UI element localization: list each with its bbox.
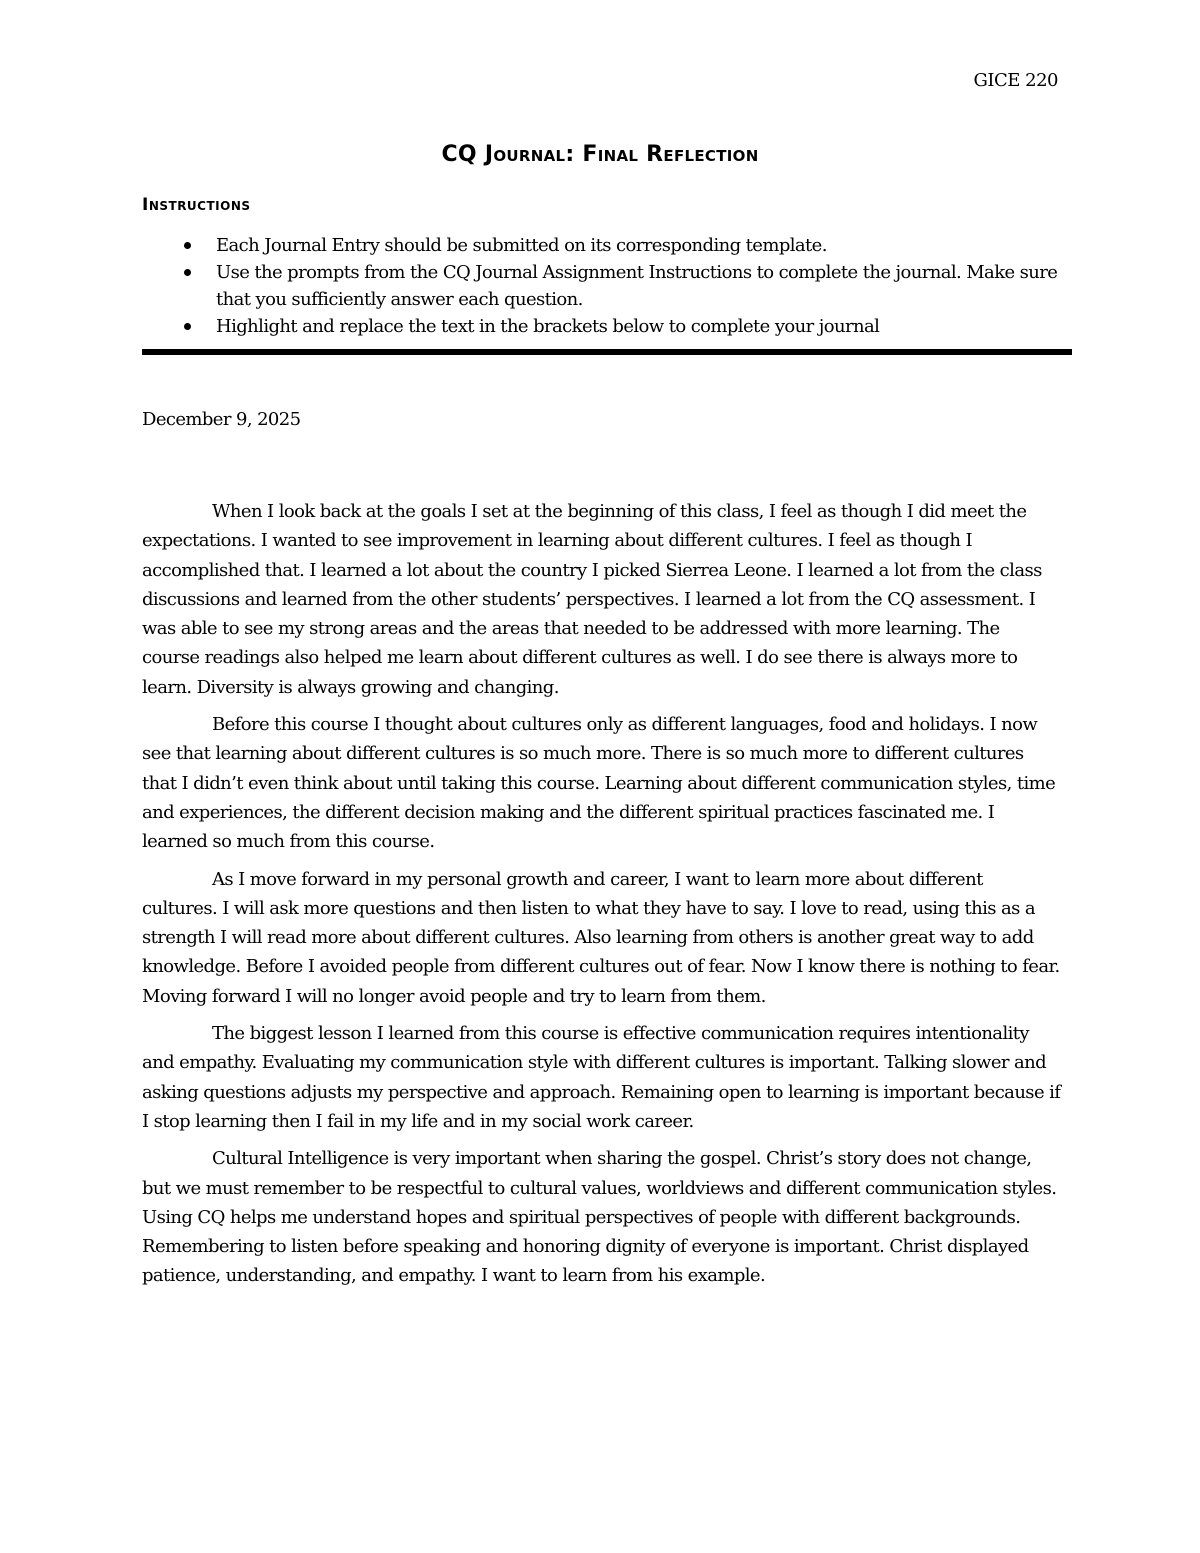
instruction-text: Highlight and replace the text in the brackets below to complete your journal (216, 316, 880, 337)
body-paragraph: Cultural Intelligence is very important when sharing the gospel. Christ’s story does not change, but we must remember to be respectful to cultural values, worldviews and different communication styles. Using CQ helps me understand hopes and spiritual perspectives of people with different backgrounds. Remembering to listen before speaking and honoring dignity of everyone is important. Christ displayed patience, understanding, and empathy. I want to learn from his example. (142, 1148, 1057, 1287)
bullet-icon (184, 323, 191, 330)
body-paragraph: As I move forward in my personal growth and career, I want to learn more about different cultures. I will ask more questions and then listen to what they have to say. I love to read, using this as a strength I will read more about different cultures. Also learning from others is another great way to add knowledge. Before I avoided people from different cultures out of fear. Now I know there is nothing to fear. Moving forward I will no longer avoid people and try to learn from them. (142, 868, 1060, 1007)
document-title: CQ Journal: Final Reflection (441, 142, 759, 167)
instruction-item (142, 313, 1062, 340)
entry-date: December 9, 2025 (142, 409, 301, 430)
course-code: GICE 220 (973, 70, 1058, 91)
instruction-text: Each Journal Entry should be submitted on its corresponding template. (216, 235, 827, 256)
instruction-item (142, 232, 1062, 259)
body-paragraph: The biggest lesson I learned from this course is effective communication requires intentionality and empathy. Evaluating my communication style with different cultures is important. Talking slower and asking questions adjusts my perspective and approach. Remaining open to learning is important because if I stop learning then I fail in my life and in my social work career. (142, 1023, 1061, 1132)
bullet-icon (184, 242, 191, 249)
instruction-item (142, 259, 1062, 313)
body-paragraph: When I look back at the goals I set at the beginning of this class, I feel as though I did meet the expectations. I wanted to see improvement in learning about different cultures. I feel as though I accomplished that. I learned a lot about the country I picked Sierrea Leone. I learned a lot from the class discussions and learned from the other students’ perspectives. I learned a lot from the CQ assessment. I was able to see my strong areas and the areas that needed to be addressed with more learning. The course readings also helped me learn about different cultures as well. I do see there is always more to learn. Diversity is always growing and changing. (142, 501, 1042, 698)
horizontal-divider (142, 349, 1072, 355)
bullet-icon (184, 269, 191, 276)
body-paragraph: Before this course I thought about cultures only as different languages, food and holidays. I now see that learning about different cultures is so much more. There is so much more to different cultures that I didn’t even think about until taking this course. Learning about different communication styles, time and experiences, the different decision making and the different spiritual practices fascinated me. I learned so much from this course. (142, 714, 1056, 853)
instructions-list (142, 232, 1062, 340)
journal-body (142, 497, 1062, 1299)
instructions-heading: Instructions (142, 195, 251, 215)
instruction-text: Use the prompts from the CQ Journal Assignment Instructions to complete the journal. Make sure that you sufficiently answer each question. (216, 262, 1058, 310)
